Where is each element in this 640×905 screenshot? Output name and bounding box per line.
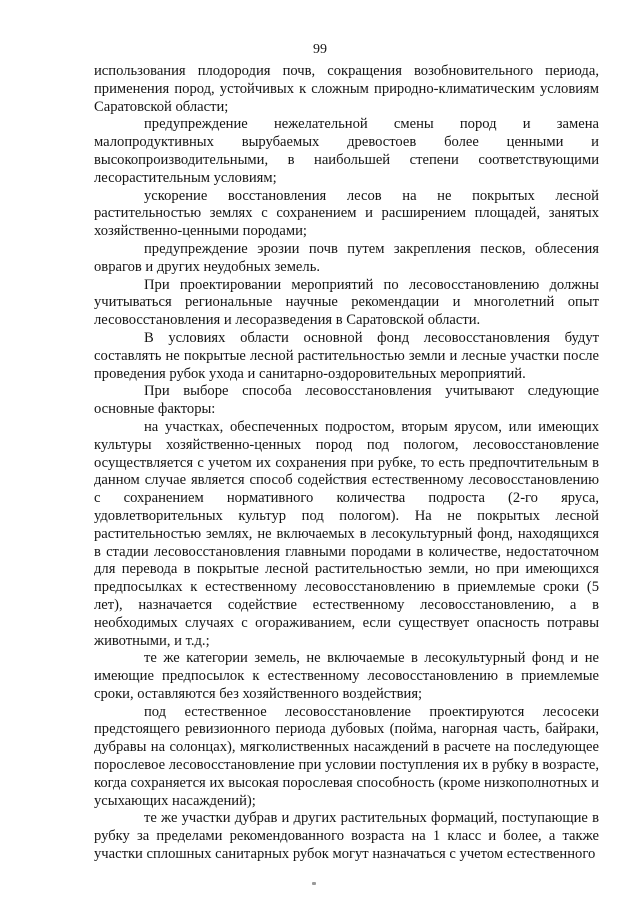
paragraph-2: предупреждение нежелательной смены пород и замена малопродуктивных вырубаемых древостоев более ценными и высокопроизводительными, в наибольшей степени соответствующими лесорастительным условиям; xyxy=(94,116,599,186)
paragraph-10: под естественное лесовосстановление проектируются лесосеки предстоящего ревизионного периода дубовых (пойма, нагорная часть, байраки, дубравы на солонцах), мягколиственных насаждений в расчете на последующее порослевое лесовосстановление при условии поступления их в рубку в возрасте, когда сохраняется их высокая порослевая способность (кроме низкополнотных и усыхающих насаждений); xyxy=(94,703,599,809)
paragraph-9: те же категории земель, не включаемые в лесокультурный фонд и не имеющие предпосылок к естественному лесовосстановлению в приемлемые сроки, оставляются без хозяйственного воздействия; xyxy=(94,650,599,702)
paragraph-4: предупреждение эрозии почв путем закрепления песков, облесения оврагов и других неудобных земель. xyxy=(94,240,599,275)
paragraph-3: ускорение восстановления лесов на не покрытых лесной растительностью землях с сохранением и расширением площадей, занятых хозяйственно-ценными породами; xyxy=(94,187,599,240)
paragraph-5: При проектировании мероприятий по лесовосстановлению должны учитываться региональные научные рекомендации и многолетний опыт лесовосстановления и лесоразведения в Саратовской области. xyxy=(94,276,599,329)
paragraph-7: При выборе способа лесовосстановления учитывают следующие основные факторы: xyxy=(94,383,599,418)
paragraph-6: В условиях области основной фонд лесовосстановления будут составлять не покрытые лесной растительностью земли и лесные участки после проведения рубок ухода и санитарно-оздоровительных мероприятий. xyxy=(94,329,599,382)
scan-speck xyxy=(312,882,316,885)
paragraph-11: те же участки дубрав и других растительных формаций, поступающие в рубку за пределами рекомендованного возраста на 1 класс и более, а также участки сплошных санитарных рубок могут назначаться с учетом естественного xyxy=(94,810,599,863)
page-number: 99 xyxy=(313,42,327,57)
paragraph-8: на участках, обеспеченных подростом, вторым ярусом, или имеющих культуры хозяйственно-ценных пород под пологом, лесовосстановление осуществляется с учетом их сохранения при рубке, то есть предпочтительным в данном случае является способ содействия естественному лесовосстановлению с сохранением нормативного количества подроста (2-го яруса, удовлетворительных культур под пологом). На не покрытых лесной растительностью землях, не включаемых в лесокультурный фонд, находящихся в стадии лесовосстановления главными породами в количестве, недостаточном для перевода в покрытые лесной растительностью земли, но при имеющихся предпосылках к естественному лесовосстановлению в приемлемые сроки (5 лет), назначается содействие естественному лесовосстановлению, а в необходимых случаях с огораживанием, если существует опасность потравы животными, и т.д.; xyxy=(94,418,599,649)
paragraph-1: использования плодородия почв, сокращения возобновительного периода, применения пород, устойчивых к сложным природно-климатическим условиям Саратовской области; xyxy=(94,63,599,115)
document-body xyxy=(94,63,599,864)
